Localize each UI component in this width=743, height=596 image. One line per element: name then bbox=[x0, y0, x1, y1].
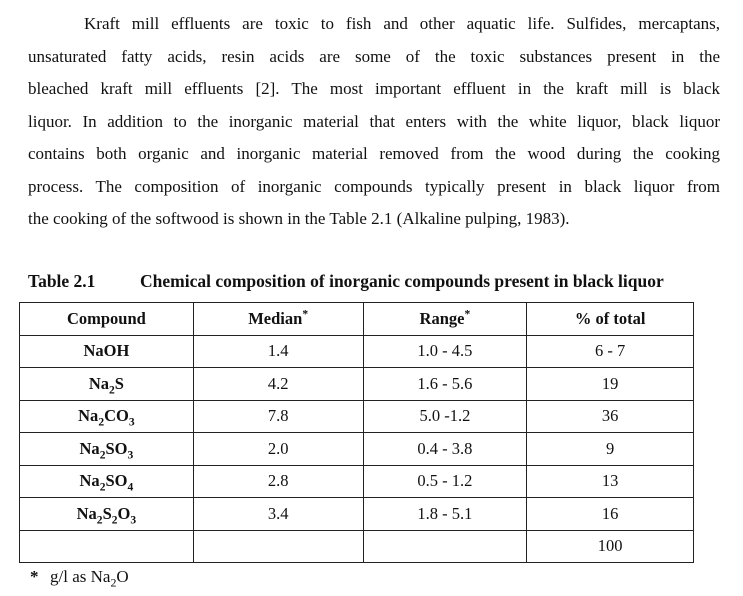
table-footnote bbox=[30, 567, 129, 590]
percent-cell: 19 bbox=[527, 368, 694, 401]
footnote-text-end: O bbox=[116, 567, 129, 586]
paragraph-line: the cooking of the softwood is shown in the Table 2.1 (Alkaline pulping, 1983). bbox=[28, 209, 570, 228]
range-cell: 0.5 - 1.2 bbox=[363, 465, 527, 498]
compound-cell: $Na_2SO_4$ bbox=[20, 465, 194, 498]
table-number: Table 2.1 bbox=[28, 271, 96, 291]
table-title: Chemical composition of inorganic compounds present in black liquor bbox=[140, 271, 664, 291]
paragraph-line: Kraft mill effluents are toxic to fish and other aquatic life. Sulfides, mercaptans, bbox=[84, 14, 720, 33]
percent-cell: 16 bbox=[527, 498, 694, 531]
total-percent-cell: 100 bbox=[527, 530, 694, 563]
header-median-footnote-mark: * bbox=[302, 308, 309, 321]
empty-cell bbox=[20, 530, 194, 563]
compound-cell: $Na_2SO_3$ bbox=[20, 433, 194, 466]
header-range-footnote-mark: * bbox=[464, 308, 471, 321]
footnote-mark: * bbox=[30, 567, 39, 586]
range-cell: 5.0 -1.2 bbox=[363, 400, 527, 433]
table-row bbox=[20, 498, 694, 531]
composition-table bbox=[19, 302, 694, 563]
paragraph-line: process. The composition of inorganic compounds typically present in black liquor from bbox=[28, 176, 720, 196]
median-cell: 1.4 bbox=[193, 335, 363, 368]
table-caption bbox=[28, 271, 708, 292]
median-cell: 7.8 bbox=[193, 400, 363, 433]
paragraph-line: bleached kraft mill effluents [2]. The most important effluent in the kraft mill is black bbox=[28, 79, 720, 98]
range-cell: 1.6 - 5.6 bbox=[363, 368, 527, 401]
empty-cell bbox=[193, 530, 363, 563]
header-compound: Compound bbox=[20, 303, 194, 336]
compound-cell: $Na_2S$ bbox=[20, 368, 194, 401]
range-cell: 0.4 - 3.8 bbox=[363, 433, 527, 466]
table-row bbox=[20, 368, 694, 401]
footnote-text: g/l as Na bbox=[50, 567, 111, 586]
percent-cell: 36 bbox=[527, 400, 694, 433]
header-range bbox=[363, 303, 527, 336]
header-median bbox=[193, 303, 363, 336]
table-total-row bbox=[20, 530, 694, 563]
empty-cell bbox=[363, 530, 527, 563]
header-median-label: Median bbox=[248, 308, 303, 328]
compound-cell: NaOH bbox=[20, 335, 194, 368]
compound-cell: $Na_2S_2O_3$ bbox=[20, 498, 194, 531]
header-percent: % of total bbox=[527, 303, 694, 336]
range-cell: 1.0 - 4.5 bbox=[363, 335, 527, 368]
median-cell: 2.8 bbox=[193, 465, 363, 498]
table-header-row bbox=[20, 303, 694, 336]
compound-cell: $Na_2CO_3$ bbox=[20, 400, 194, 433]
paragraph-line: unsaturated fatty acids, resin acids are some of the toxic substances present in the bbox=[28, 46, 720, 66]
paragraph-line: liquor. In addition to the inorganic material that enters with the white liquor, black liquor bbox=[28, 111, 720, 131]
percent-cell: 6 - 7 bbox=[527, 335, 694, 368]
body-paragraph bbox=[28, 8, 720, 236]
table-row bbox=[20, 465, 694, 498]
header-range-label: Range bbox=[419, 308, 465, 328]
percent-cell: 13 bbox=[527, 465, 694, 498]
table-row bbox=[20, 400, 694, 433]
paragraph-line: contains both organic and inorganic material removed from the wood during the cooking bbox=[28, 144, 720, 163]
median-cell: 2.0 bbox=[193, 433, 363, 466]
range-cell: 1.8 - 5.1 bbox=[363, 498, 527, 531]
table-row bbox=[20, 433, 694, 466]
footnote-subscript: 2 bbox=[110, 575, 117, 590]
table-row bbox=[20, 335, 694, 368]
median-cell: 3.4 bbox=[193, 498, 363, 531]
median-cell: 4.2 bbox=[193, 368, 363, 401]
percent-cell: 9 bbox=[527, 433, 694, 466]
